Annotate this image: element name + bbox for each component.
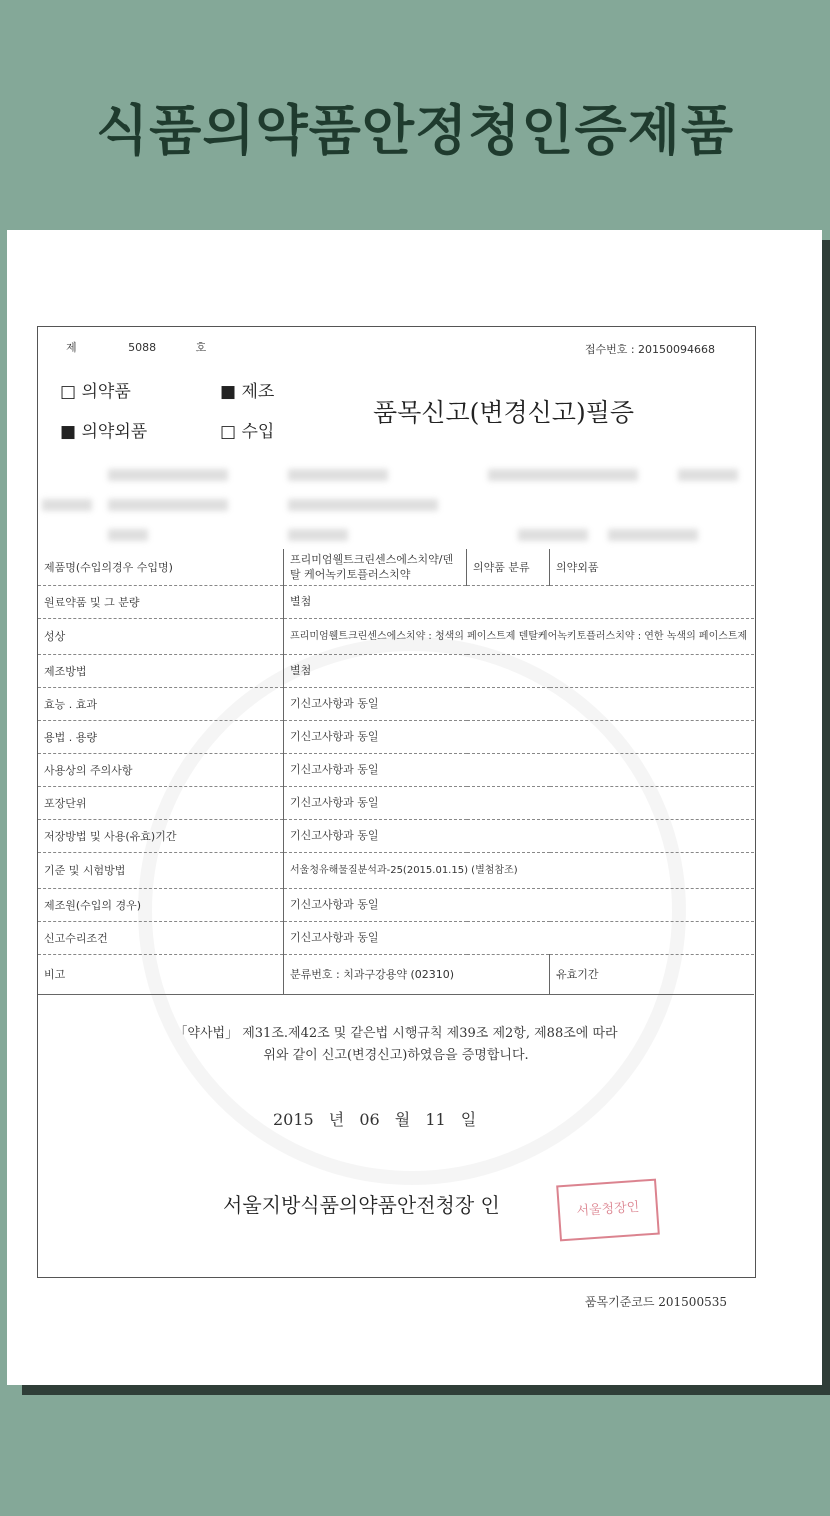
certificate-table — [38, 549, 754, 995]
checkbox-medicine: □ 의약품 — [60, 382, 131, 402]
row-value: 기신고사항과 동일 — [284, 786, 755, 819]
checkbox-manufacture: ■ 제조 — [220, 382, 275, 402]
checkbox-import: □ 수입 — [220, 422, 275, 442]
checkbox-quasi-drug: ■ 의약외품 — [60, 422, 148, 442]
redacted-company-info — [38, 459, 754, 549]
number-suffix: 호 — [195, 341, 207, 354]
table-row — [38, 618, 754, 654]
row-value: 기신고사항과 동일 — [284, 720, 755, 753]
table-row — [38, 786, 754, 819]
table-row — [38, 819, 754, 852]
issue-date: 2015 년 06 월 11 일 — [273, 1110, 477, 1129]
row-label: 기준 및 시험방법 — [38, 852, 284, 888]
row-value: 프리미엄웰트크린센스에스치약/덴탈 케어녹키토플러스치약 — [284, 549, 467, 585]
row-value: 프리미엄웰트크린센스에스치약 : 청색의 페이스트제 덴탈케어녹키토플러스치약 : 연한 녹색의 페이스트제 — [284, 618, 755, 654]
row-label: 신고수리조건 — [38, 921, 284, 954]
item-standard-code: 품목기준코드 201500535 — [584, 1295, 727, 1309]
row-value: 별첨 — [284, 654, 755, 687]
row-value: 분류번호 : 치과구강용약 (02310) — [284, 954, 550, 994]
row-label: 효능 . 효과 — [38, 687, 284, 720]
table-row — [38, 753, 754, 786]
row-label: 사용상의 주의사항 — [38, 753, 284, 786]
row-label: 성상 — [38, 618, 284, 654]
row-label: 제품명(수입의경우 수입명) — [38, 549, 284, 585]
row-label: 비고 — [38, 954, 284, 994]
row-label: 저장방법 및 사용(유효)기간 — [38, 819, 284, 852]
issuer-name: 서울지방식품의약품안전청장 인 — [223, 1193, 500, 1217]
row-label: 원료약품 및 그 분량 — [38, 585, 284, 618]
row-value: 기신고사항과 동일 — [284, 819, 755, 852]
table-row — [38, 888, 754, 921]
row-value: 기신고사항과 동일 — [284, 687, 755, 720]
number-value: 5088 — [128, 341, 157, 354]
row-value: 기신고사항과 동일 — [284, 888, 755, 921]
table-row — [38, 687, 754, 720]
table-row — [38, 954, 754, 994]
row-extra-value: 의약외품 — [550, 549, 755, 585]
certificate-paper — [7, 230, 822, 1385]
certification-text — [38, 1023, 754, 1067]
row-value: 기신고사항과 동일 — [284, 921, 755, 954]
row-value: 서울청유해물질분석과-25(2015.01.15) (별첨참조) — [284, 852, 755, 888]
document-number — [66, 339, 206, 355]
table-row — [38, 921, 754, 954]
table-row — [38, 852, 754, 888]
row-label: 포장단위 — [38, 786, 284, 819]
table-row — [38, 585, 754, 618]
paragraph-line: 위와 같이 신고(변경신고)하였음을 증명합니다. — [263, 1048, 529, 1063]
row-extra-label: 의약품 분류 — [467, 549, 550, 585]
paragraph-line: 「약사법」 제31조.제42조 및 같은법 시행규칙 제39조 제2항, 제88조에 따라 — [174, 1026, 618, 1041]
row-label: 용법 . 용량 — [38, 720, 284, 753]
row-value: 기신고사항과 동일 — [284, 753, 755, 786]
number-label: 제 — [66, 341, 77, 354]
row-value: 별첨 — [284, 585, 755, 618]
row-extra-label: 유효기간 — [550, 954, 755, 994]
table-row — [38, 654, 754, 687]
table-row — [38, 549, 754, 585]
certificate-title: 품목신고(변경신고)필증 — [373, 398, 635, 427]
table-row — [38, 720, 754, 753]
page-title: 식품의약품안정청인증제품 — [96, 99, 734, 162]
receipt-number: 접수번호 : 20150094668 — [584, 343, 715, 356]
certificate-frame — [37, 326, 756, 1278]
row-label: 제조방법 — [38, 654, 284, 687]
official-seal-stamp: 서울청장인 — [556, 1179, 660, 1242]
row-label: 제조원(수입의 경우) — [38, 888, 284, 921]
